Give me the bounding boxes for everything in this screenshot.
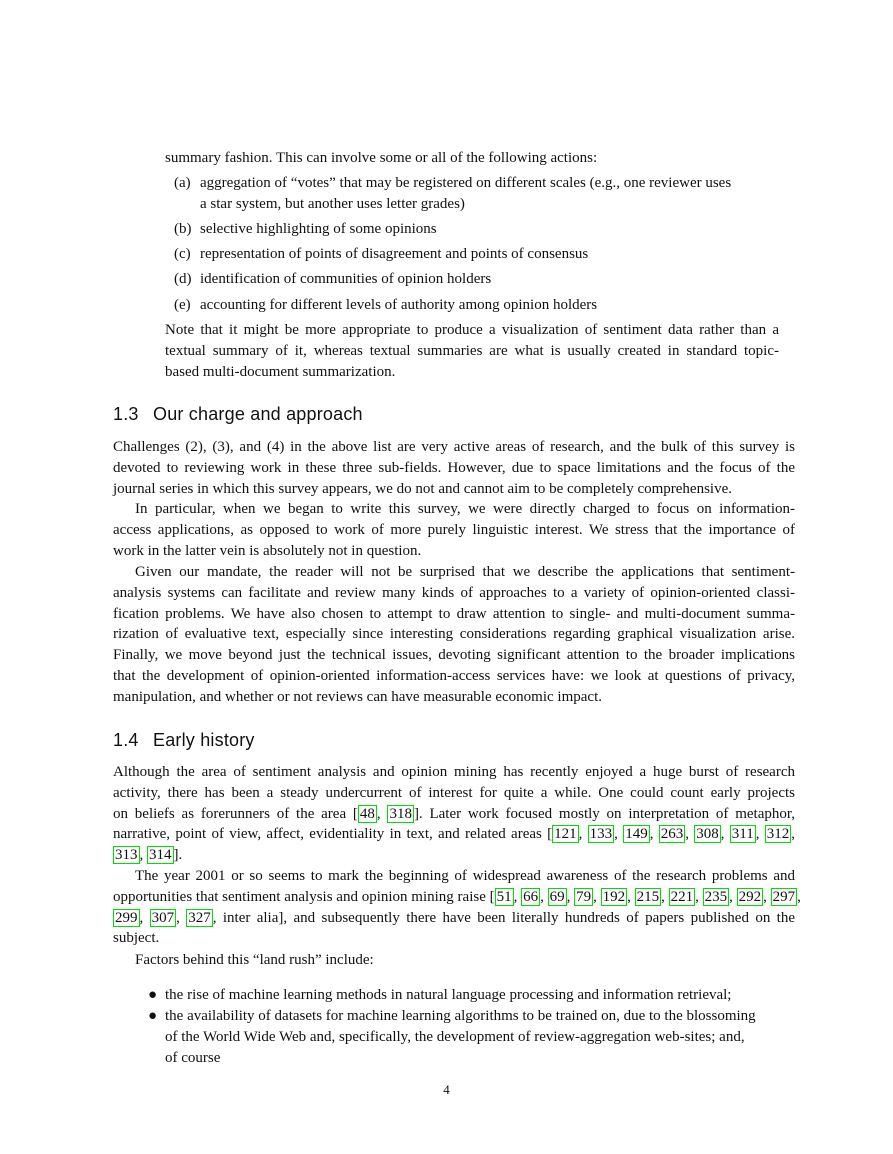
citation-link[interactable]: 79 — [576, 888, 592, 905]
citation-link[interactable]: 297 — [772, 888, 796, 905]
citation-link[interactable]: 235 — [704, 888, 728, 905]
citation-link[interactable]: 314 — [149, 847, 172, 864]
citation-link[interactable]: 215 — [636, 888, 660, 905]
citation-link[interactable]: 51 — [496, 888, 512, 905]
citation-link[interactable]: 313 — [115, 847, 138, 864]
citation-link[interactable]: 66 — [523, 888, 539, 905]
citation-link[interactable]: 263 — [660, 826, 684, 843]
section-heading-1-3: 1.3 Our charge and approach — [113, 404, 363, 424]
citation-link[interactable]: 192 — [602, 888, 626, 905]
citation-link[interactable]: 307 — [151, 909, 175, 926]
citation-link[interactable]: 133 — [589, 826, 613, 843]
citation-link[interactable]: 318 — [389, 805, 412, 822]
document-page: summary fashion. This can involve some or all of the following actions: (a) aggregation of “votes” that may be registered on different scales (e.g., one reviewer uses a star system, but another uses letter grades) (b) selective highlighting of some opinions (c) representation of points of disagreement and points of consensus (d) identification of communities of opinion holders (e) accounting for different levels of authority among opinion holders Note that it might be more appropriate to produce a visualization of sentiment data rather than a textual summary of it, whereas textual summaries are what is usually created in standard topic- based multi-document summarization. 1.3 Our charge and approach Challenges (2), (3), and (4) in the above list are very active areas of research, and the bulk of this survey is devoted to reviewing work in these three sub-fields. However, due to space limitations and the focus of the journal series in which this survey appears, we do not and cannot aim to be completely comprehensive. In particular, when we began to write this survey, we were directly charged to focus on information- access applications, as opposed to work of more purely linguistic interest. We stress that the importance of work in the latter vein is absolutely not in question. Given our mandate, the reader will not be surprised that we describe the applications that sentiment- analysis systems can facilitate and review many kinds of approaches to a variety of opinion-oriented classi- fication problems. We have also chosen to attempt to draw attention to single- and multi-document summa- rization of evaluative text, especially since interesting considerations regarding graphical visualization arise. Finally, we move beyond just the technical issues, devoting significant attention to the broader implications that the development of opinion-oriented information-access services have: we look at questions of privacy, manipulation, and whether or not reviews can have measurable economic impact. 1.4 Early history Although the area of sentiment analysis and opinion mining has recently enjoyed a huge burst of research activity, there has been a steady undercurrent of interest for quite a while. One could count early projects on beliefs as forerunners of the area [ 48 , 318 ]. Later work focused mostly on interpretation of metaphor, narrative, point of view, affect, evidentiality in text, and related areas [ 121 , 133 , 149 , 263 , 308 , 311 , 312 , 313 , 314 ]. The year 2001 or so seems to mark the beginning of widespread awareness of the research problems and opportunities that sentiment analysis and opinion mining raise [ 51 , 66 , 69 , 79 , 192 , 215 , 221 , 235 , 292 , 297 , 299 , 307 , 327 , inter alia], and subsequently there have been literally hundreds of papers published on the subject. Factors behind this “land rush” include: ● the rise of machine learning methods in natural language processing and information retrieval; ● the availability of datasets for machine learning algorithms to be trained on, due to the blossoming of the World Wide Web and, specifically, the development of review-aggregation web-sites; and, of course 4 — [0, 0, 893, 1154]
bullet-icon: ● — [148, 987, 158, 1003]
intro-line: summary fashion. This can involve some or all of the following actions: — [165, 150, 598, 166]
section-1-4-paragraph-2: The year 2001 or so seems to mark the beginning of widespread awareness of the research problems and opportunities that sentiment analysis and opinion mining raise [ 51 , 66 , 69 , 79 , 192 , 215 , 221 , 235 , 292 , 297 , 299 , 307 , 327 , inter alia], and subsequently there have been literally hundreds of papers published on the subject. — [113, 868, 801, 947]
section-1-4-paragraph-3: Factors behind this “land rush” include: — [135, 952, 374, 968]
citation-link[interactable]: 48 — [359, 805, 375, 822]
citation-link[interactable]: 221 — [670, 888, 694, 905]
citation-link[interactable]: 69 — [549, 888, 565, 905]
citation-link[interactable]: 299 — [115, 909, 138, 926]
citation-link[interactable]: 292 — [738, 888, 762, 905]
citation-link[interactable]: 312 — [766, 826, 790, 843]
citation-link[interactable]: 121 — [554, 826, 577, 843]
page-number: 4 — [443, 1082, 450, 1097]
citation-link[interactable]: 327 — [188, 909, 211, 926]
bullet-icon: ● — [148, 1008, 158, 1024]
citation-link[interactable]: 149 — [625, 826, 648, 843]
section-1-3-paragraph-1: Challenges (2), (3), and (4) in the above list are very active areas of research, and the bulk of this survey is devoted to reviewing work in these three sub-fields. However, due to space limitations and the focus of the journal series in which this survey appears, we do not and cannot aim to be completely comprehensive. — [113, 439, 795, 497]
section-heading-1-4: 1.4 Early history — [113, 730, 255, 750]
section-1-3-paragraph-2: In particular, when we began to write this survey, we were directly charged to focus on information- access applications, as opposed to work of more purely linguistic interest. We stress that the importance of work in the latter vein is absolutely not in question. — [113, 501, 795, 559]
section-1-3-paragraph-3: Given our mandate, the reader will not be surprised that we describe the applications that sentiment- analysis systems can facilitate and review many kinds of approaches to a variety of opinion-oriented classi- fication problems. We have also chosen to attempt to draw attention to single- and multi-document summa- rization of evaluative text, especially since interesting considerations regarding graphical visualization arise. Finally, we move beyond just the technical issues, devoting significant attention to the broader implications that the development of opinion-oriented information-access services have: we look at questions of privacy, manipulation, and whether or not reviews can have measurable economic impact. — [113, 564, 795, 705]
note-paragraph: Note that it might be more appropriate to produce a visualization of sentiment data rather than a textual summary of it, whereas textual summaries are what is usually created in standard topic- based multi-document summarization. — [165, 322, 779, 380]
citation-link[interactable]: 311 — [731, 826, 754, 843]
section-1-4-paragraph-1: Although the area of sentiment analysis and opinion mining has recently enjoyed a huge burst of research activity, there has been a steady undercurrent of interest for quite a while. One could count early projects on beliefs as forerunners of the area [ 48 , 318 ]. Later work focused mostly on interpretation of metaphor, narrative, point of view, affect, evidentiality in text, and related areas [ 121 , 133 , 149 , 263 , 308 , 311 , 312 , 313 , 314 ]. — [113, 764, 796, 864]
citation-link[interactable]: 308 — [696, 826, 719, 843]
